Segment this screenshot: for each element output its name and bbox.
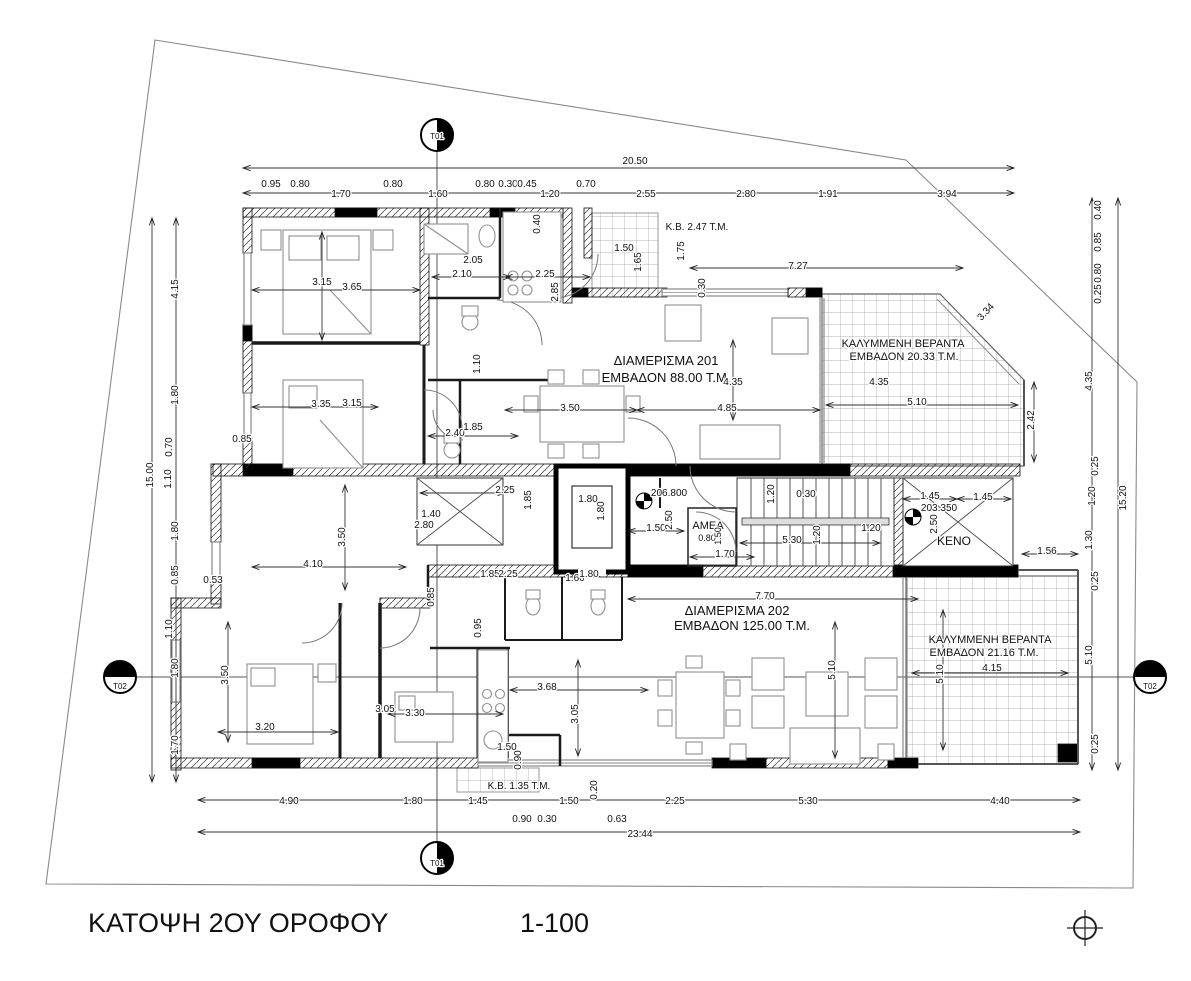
dimension-label: 1.40 <box>421 509 441 520</box>
dimension-label: 1.70 <box>170 735 181 755</box>
dimension-label: 5.30 <box>782 535 802 546</box>
dimension-label: 2.25 <box>535 269 555 280</box>
dimension-label: 3.65 <box>342 282 362 293</box>
dimension-label: 3.68 <box>537 682 557 693</box>
dimension-label: 0.45 <box>517 179 537 190</box>
section-marker-t02-right: T02 <box>1143 682 1157 691</box>
dimension-label: 1.10 <box>164 619 175 639</box>
dimension-label: 2.42 <box>1026 410 1037 430</box>
dimension-label: 7.70 <box>755 591 775 602</box>
dimension-label: 4.10 <box>303 559 323 570</box>
dimension-label: 4.35 <box>723 377 743 388</box>
dimension-label: 0.80 <box>1093 263 1104 283</box>
dimension-label: 0.30 <box>537 814 557 825</box>
apartment-201-name: ΔΙΑΜΕΡΙΣΜΑ 201 <box>613 353 719 368</box>
dimension-label: 0.95 <box>261 179 281 190</box>
dimension-label: 0.95 <box>473 618 484 638</box>
dimension-label: 3.30 <box>405 708 425 719</box>
dimension-label: 5.10 <box>907 397 927 408</box>
apartment-201-area: ΕΜΒΑΔΟΝ 88.00 Τ.Μ. <box>601 370 731 385</box>
dimension-label: 2.40 <box>445 428 465 439</box>
dimension-label: 3.05 <box>375 704 395 715</box>
dimension-label: 1.45 <box>920 491 940 502</box>
void-label: ΚΕΝΟ <box>936 534 972 548</box>
dimension-label: 1.50 <box>713 527 723 545</box>
dimension-label: 4.40 <box>990 796 1010 807</box>
dimension-label: 0.85 <box>426 587 437 607</box>
dimension-label: 0.90 <box>512 814 532 825</box>
dimension-label: 1.80 <box>170 658 181 678</box>
dimension-label: 0.30 <box>796 489 816 500</box>
dimension-label: 1.80 <box>170 521 181 541</box>
dimension-label: 5.10 <box>827 660 838 680</box>
elevator <box>556 466 628 576</box>
dimension-label: 4.35 <box>1084 371 1095 391</box>
balcony-kb-247 <box>592 213 658 297</box>
dimension-label: 0.80 <box>698 533 716 543</box>
dimension-label: 4.35 <box>869 377 889 388</box>
dimension-label: 1.20 <box>812 525 823 545</box>
dimension-label: 0.70 <box>576 179 596 190</box>
dimension-label: 2.80 <box>414 520 434 531</box>
dimension-label: 1.85 <box>523 490 534 510</box>
dimension-label: 1.70 <box>331 189 351 200</box>
dimension-label: 0.30 <box>498 179 518 190</box>
dimension-label: 1.85 <box>463 422 483 433</box>
dimension-label: 3.15 <box>342 398 362 409</box>
dimension-label: 4.90 <box>279 796 299 807</box>
dimension-label: 1.30 <box>1084 530 1095 550</box>
overall-dimension-top: 20.50 <box>622 156 648 167</box>
dimension-label: 1.80 <box>578 494 598 505</box>
dimension-label: 3.05 <box>570 704 581 724</box>
apartment-202-name: ΔΙΑΜΕΡΙΣΜΑ 202 <box>684 603 790 618</box>
dimension-label: 0.25 <box>1090 456 1101 476</box>
dimension-label: 3.94 <box>937 189 957 200</box>
dimension-label: 0.53 <box>203 575 223 586</box>
dimension-label: 0.80 <box>475 179 495 190</box>
dimension-label: 1.50 <box>614 243 634 254</box>
dimension-label: 5.30 <box>798 796 818 807</box>
section-marker-t01-top: T01 <box>430 132 444 141</box>
dimension-label: 3.50 <box>220 665 231 685</box>
dimension-label: 1.45 <box>973 492 993 503</box>
dimension-label: 2.25 <box>498 569 518 580</box>
veranda-2-name: ΚΑΛΥΜΜΕΝΗ ΒΕΡΑΝΤΑ <box>928 634 1052 646</box>
registration-mark-icon <box>1067 910 1103 946</box>
dimension-label: 2.85 <box>550 282 561 302</box>
overall-dimension-left: 15.00 <box>145 462 156 488</box>
dimension-label: 3.50 <box>337 527 348 547</box>
dimension-label: 0.40 <box>1093 200 1104 220</box>
veranda-1-area: ΕΜΒΑΔΟΝ 20.33 Τ.Μ. <box>849 351 959 363</box>
section-marker-t01-bottom: T01 <box>430 859 444 868</box>
dimension-label: 1.20 <box>861 523 881 534</box>
section-marker-t02-left: T02 <box>113 682 127 691</box>
dimension-label: 0.63 <box>607 814 627 825</box>
dimension-label: 1.65 <box>633 252 644 272</box>
dimension-label: 1.70 <box>715 549 735 560</box>
veranda-2-area: ΕΜΒΑΔΟΝ 21.16 Τ.Μ. <box>929 647 1039 659</box>
dimension-label: 2.50 <box>664 510 675 530</box>
veranda-1 <box>822 294 1024 466</box>
dimension-label: 1.85 <box>480 569 500 580</box>
dimension-label: 0.25 <box>1090 734 1101 754</box>
dimension-label: 2.25 <box>665 796 685 807</box>
overall-dimension-right: 15.20 <box>1118 485 1129 511</box>
dimension-label: 2.25 <box>495 485 515 496</box>
dimension-label: 3.35 <box>311 399 331 410</box>
dimension-label: 3.50 <box>560 403 580 414</box>
dimension-label: 1.50 <box>646 523 666 534</box>
dimension-label: 1.75 <box>676 241 687 261</box>
overall-dimension-bottom: 23.44 <box>627 829 653 840</box>
dimension-label: 3.34 <box>975 301 997 324</box>
level-206-label: 206.800 <box>650 488 688 499</box>
balcony-2-label: Κ.Β. 1.35 Τ.Μ. <box>487 781 551 792</box>
dimension-label: 1.20 <box>1087 486 1098 506</box>
dimension-label: 2.10 <box>452 269 472 280</box>
dimension-label: 5.10 <box>1084 645 1095 665</box>
dimension-label: 1.20 <box>766 484 777 504</box>
dimension-label: 5.10 <box>935 664 946 684</box>
apartment-202-area: ΕΜΒΑΔΟΝ 125.00 Τ.Μ. <box>673 618 811 633</box>
dimension-label: 2.50 <box>929 514 940 534</box>
dimension-label: 3.20 <box>255 722 275 733</box>
dimension-label: 1.56 <box>1037 546 1057 557</box>
dimension-label: 1.50 <box>559 796 579 807</box>
dimension-label: 1.80 <box>170 385 181 405</box>
dimension-label: 0.90 <box>513 750 524 770</box>
dimension-label: 3.15 <box>312 277 332 288</box>
dimension-label: 4.15 <box>982 663 1002 674</box>
dimension-label: 0.80 <box>383 179 403 190</box>
dimension-label: 0.30 <box>697 278 708 298</box>
dimension-label: 2.05 <box>463 255 483 266</box>
dimension-label: 0.40 <box>532 214 543 234</box>
dimension-label: 0.80 <box>290 179 310 190</box>
dimension-label: 2.80 <box>736 189 756 200</box>
dimension-label: 4.85 <box>717 403 737 414</box>
veranda-1-name: ΚΑΛΥΜΜΕΝΗ ΒΕΡΑΝΤΑ <box>841 338 965 350</box>
dimension-label: 1.91 <box>818 189 838 200</box>
dimension-label: 4.15 <box>170 279 181 299</box>
dimension-label: 1.45 <box>468 796 488 807</box>
dimension-label: 1.50 <box>497 742 517 753</box>
dimension-label: 1.10 <box>163 469 174 489</box>
dimension-label: 0.85 <box>232 434 252 445</box>
dimension-label: 0.70 <box>164 437 175 457</box>
dimension-label: 7.27 <box>788 261 808 272</box>
dimension-label: 0.25 <box>1090 571 1101 591</box>
dimension-label: 1.80 <box>579 569 599 580</box>
dimension-label: 1.60 <box>565 573 585 584</box>
dimension-label: 0.25 <box>1093 284 1104 304</box>
balcony-1-label: Κ.Β. 2.47 Τ.Μ. <box>665 222 729 233</box>
dimension-label: 0.85 <box>170 565 181 585</box>
dimension-label: 2.55 <box>636 189 656 200</box>
level-203-label: 203.350 <box>920 503 958 514</box>
drawing-scale: 1-100 <box>520 908 590 938</box>
dimension-label: 1.80 <box>403 796 423 807</box>
dimension-label: 0.20 <box>589 780 600 800</box>
accessible-wc-label: ΑΜΕΑ <box>692 520 724 532</box>
dimension-label: 0.85 <box>1093 232 1104 252</box>
drawing-title: ΚΑΤΟΨΗ 2ΟΥ ΟΡΟΦΟΥ <box>88 908 389 938</box>
dimension-label: 1.60 <box>428 189 448 200</box>
dimension-label: 1.20 <box>540 189 560 200</box>
dimension-label: 1.10 <box>472 354 483 374</box>
dimension-label: 1.80 <box>596 501 607 521</box>
